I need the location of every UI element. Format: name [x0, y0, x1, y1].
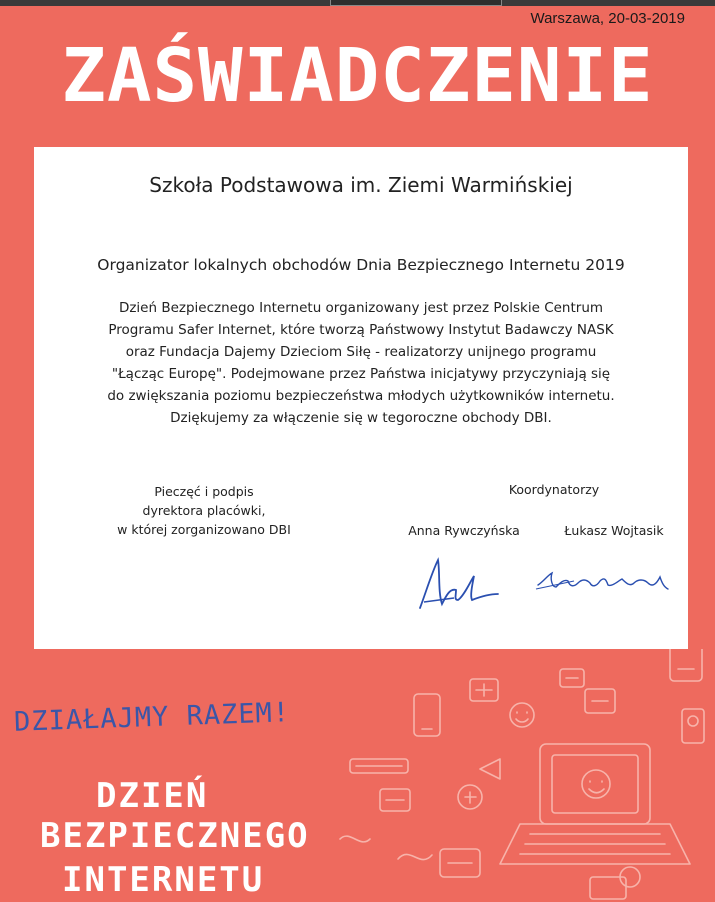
coordinator-name-2: Łukasz Wojtasik [564, 523, 664, 538]
signature-anna-icon [412, 552, 502, 614]
certificate-card [34, 147, 688, 649]
certificate-title: ZAŚWIADCZENIE [61, 33, 654, 119]
window-tab [330, 0, 502, 6]
body-line: Dziękujemy za włączenie się w tegoroczne obchody DBI. [170, 410, 552, 426]
doodle-phone-icon [414, 694, 440, 736]
logo-line: DZIEŃ [96, 776, 209, 816]
body-line: oraz Fundacja Dajemy Dzieciom Siłę - realizatorzy unijnego programu [125, 344, 597, 360]
place-date: Warszawa, 20-03-2019 [530, 10, 685, 27]
slogan: DZIAŁAJMY RAZEM! [13, 697, 291, 738]
seal-line: dyrektora placówki, [142, 503, 266, 518]
body-line: Dzień Bezpiecznego Internetu organizowany jest przez Polskie Centrum [118, 300, 604, 316]
signature-lukasz-icon [534, 565, 674, 599]
seal-line: w której zorganizowano DBI [117, 522, 291, 537]
school-name: Szkoła Podstawowa im. Ziemi Warmińskiej [149, 173, 573, 197]
seal-line: Pieczęć i podpis [154, 484, 254, 499]
logo-line: BEZPIECZNEGO [40, 816, 310, 856]
certificate-body [48, 297, 674, 429]
doodle-smiley-icon [510, 703, 534, 727]
body-line: "Łącząc Europę". Podejmowane przez Państwa inicjatywy przyczyniają się [111, 366, 611, 382]
seal-and-signature-label [64, 482, 344, 539]
coordinators-title: Koordynatorzy [508, 482, 600, 497]
body-line: do zwiększania poziomu bezpieczeństwa młodych użytkowników internetu. [107, 388, 615, 404]
doodle-laptop-icon [500, 744, 690, 864]
window-top-bar [0, 0, 715, 6]
body-line: Programu Safer Internet, które tworzą Państwowy Instytut Badawczy NASK [108, 322, 614, 338]
logo-line: INTERNETU [62, 860, 265, 900]
organizer-role: Organizator lokalnych obchodów Dnia Bezpiecznego Internetu 2019 [97, 256, 625, 274]
coordinator-name-1: Anna Rywczyńska [408, 523, 520, 538]
